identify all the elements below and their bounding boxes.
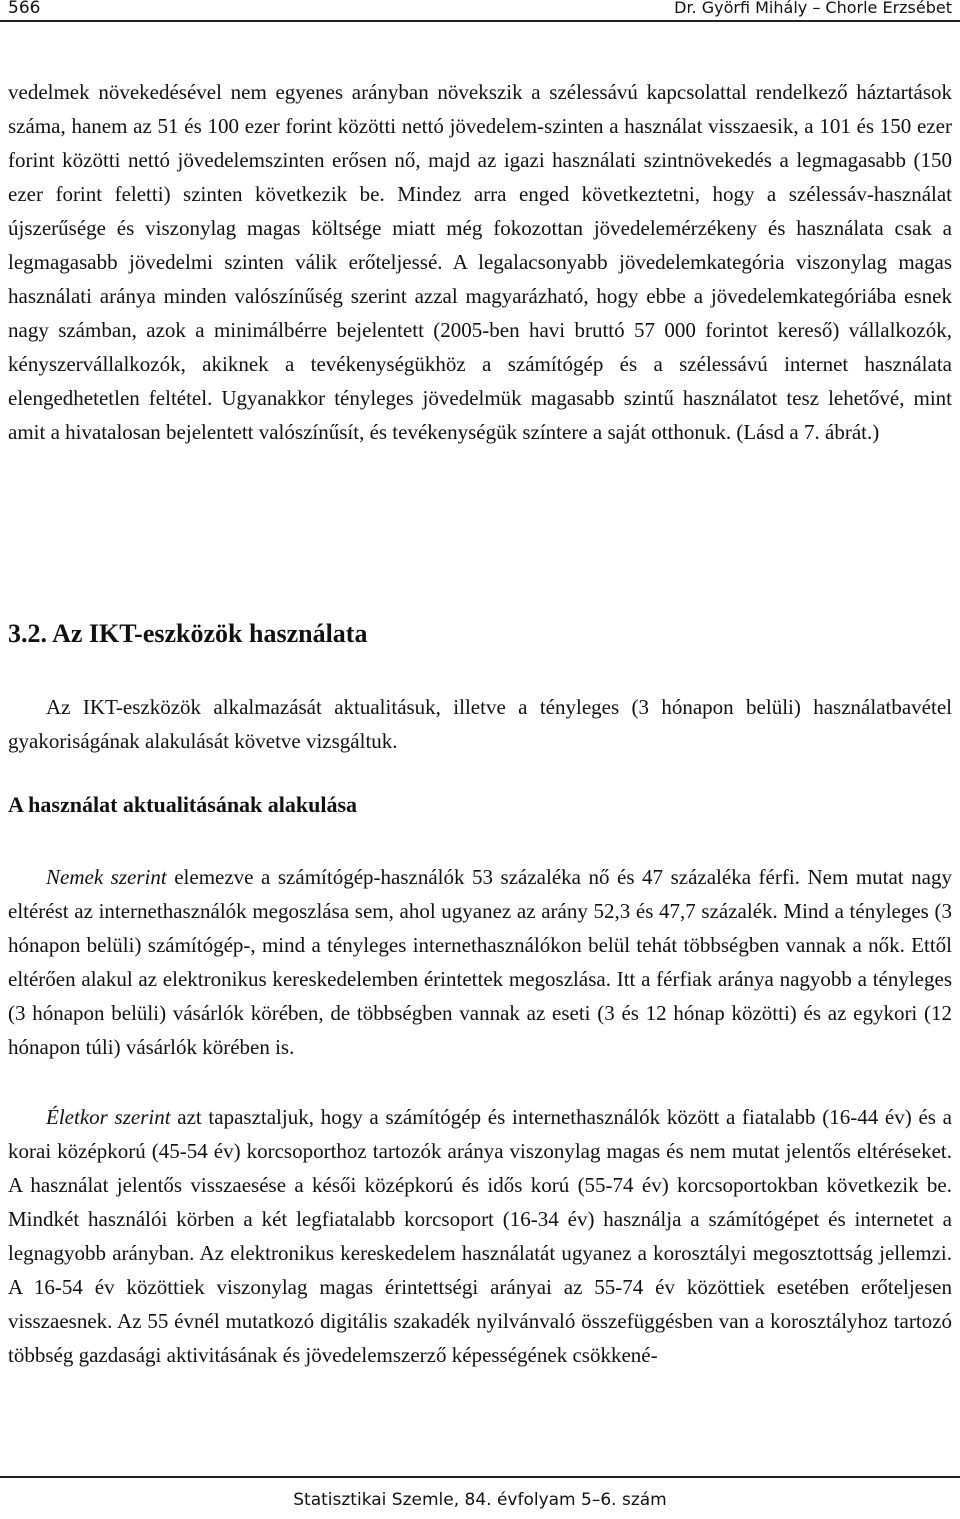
body-paragraph-3 xyxy=(8,860,952,1064)
header-rule xyxy=(0,20,960,22)
page-header xyxy=(0,0,960,20)
page-footer: Statisztikai Szemle, 84. évfolyam 5–6. szám xyxy=(293,1490,667,1510)
paragraph-4-text: azt tapasztaljuk, hogy a számítógép és internethasználók között a fiatalabb (16-44 év) és a korai középkorú (45-54 év) korcsoporthoz tartozók aránya viszonylag magas és nem mutat jelentős eltéréseket. A használat jelentős visszaesése a késői középkorú és idős korú (55-74 év) korcsoportokban következik be. Mindkét használói körben a két legfiatalabb korcsoport (16-34 év) használja a számítógépet és internetet a legnagyobb arányban. Az elektronikus kereskedelem használatát ugyanez a korosztályi megosztottság jellemzi. A 16-54 év közöttiek viszonylag magas érintettségi arányai az 55-74 év közöttiek esetében erőteljesen visszaesnek. Az 55 évnél mutatkozó digitális szakadék nyilvánvaló összefüggésben van a korosztályhoz tartozó többség gazdasági aktivitásának és jövedelemszerző képességének csökkené- xyxy=(8,1105,952,1367)
paragraph-3-text: elemezve a számítógép-használók 53 százaléka nő és 47 százaléka férfi. Nem mutat nagy eltérést az internethasználók megoszlása sem, ahol ugyanez az arány 52,3 és 47,7 százalék. Mind a tényleges (3 hónapon belüli) számítógép-, mind a tényleges internethasználókon belül tehát többségben vannak a nők. Ettől eltérően alakul az elektronikus kereskedelemben érintettek megoszlása. Itt a férfiak aránya nagyobb a tényleges (3 hónapon belüli) vásárlók körében, de többségben vannak az eseti (3 és 12 hónap közötti) és az egykori (12 hónapon túli) vásárlók körében is. xyxy=(8,865,952,1059)
running-head: Dr. Györfi Mihály – Chorle Erzsébet xyxy=(674,0,952,17)
body-paragraph-2: Az IKT-eszközök alkalmazását aktualitásuk, illetve a tényleges (3 hónapon belüli) használatbavétel gyakoriságának alakulását követve vizsgáltuk. xyxy=(8,695,952,753)
section-title: 3.2. Az IKT-eszközök használata xyxy=(8,619,368,648)
footer-rule xyxy=(0,1476,960,1478)
subheading: A használat aktualitásának alakulása xyxy=(8,792,358,817)
body-paragraph-4 xyxy=(8,1100,952,1372)
paragraph-4-lead: Életkor szerint xyxy=(46,1105,171,1129)
page-number: 566 xyxy=(8,0,41,18)
body-paragraph-1: vedelmek növekedésével nem egyenes arányban növekszik a szélessávú kapcsolattal rendelkező háztartások száma, hanem az 51 és 100 ezer forint közötti nettó jövedelem-szinten a használat visszaesik, a 101 és 150 ezer forint közötti nettó jövedelemszinten erősen nő, majd az igazi használati szintnövekedés a legmagasabb (150 ezer forint feletti) szinten következik be. Mindez arra enged következtetni, hogy a szélessáv-használat újszerűsége és viszonylag magas költsége miatt még fokozottan jövedelemérzékeny és használata csak a legmagasabb jövedelmi szinten válik erőteljessé. A legalacsonyabb jövedelemkategória viszonylag magas használati aránya minden valószínűség szerint azzal magyarázható, hogy ebbe a jövedelemkategóriába esnek nagy számban, azok a minimálbérre bejelentett (2005-ben havi bruttó 57 000 forintot kereső) vállalkozók, kényszervállalkozók, akiknek a tevékenységükhöz a számítógép és a szélessávú internet használata elengedhetetlen feltétel. Ugyanakkor tényleges jövedelmük magasabb szintű használatot tesz lehetővé, mint amit a hivatalosan bejelentett valószínűsít, és tevékenységük színtere a saját otthonuk. (Lásd a 7. ábrát.) xyxy=(8,80,952,444)
paragraph-3-lead: Nemek szerint xyxy=(46,865,167,889)
